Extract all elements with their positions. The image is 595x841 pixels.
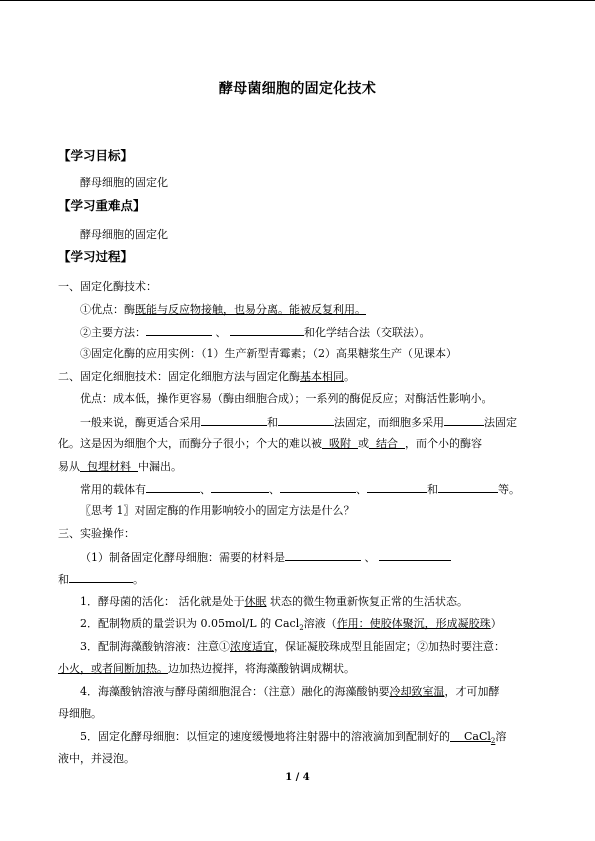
blank-field [201,414,267,426]
step-4-cont: 母细胞。 [58,707,102,720]
blank-field [69,571,133,583]
prep-line-cont: 和 。 [58,573,144,586]
process-heading: 【学习过程】 [58,249,134,264]
blank-field [230,324,304,336]
advantage-line: ①优点：酶既能与反应物接触，也易分离。能被反复利用。 [80,303,366,316]
cell-advantage-line: 优点：成本低，操作更容易（酶由细胞合成）；一系列的酶促反应；对酶活性影响小。 [80,392,493,405]
step-1: 1．酵母菌的活化： 活化就是处于休眠 状态的微生物重新恢复正常的生活状态。 [80,595,468,608]
key-text: 酵母细胞的固定化 [80,228,168,241]
step-3: 3．配制海藻酸钠溶液：注意①浓度适宜，保证凝胶珠成型且能固定；②加热时要注意： [80,640,505,653]
step-4: 4．海藻酸钠溶液与酵母菌细胞混合：（注意）融化的海藻酸钠要冷却致室温，才可加酵 [80,685,500,698]
page-title: 酵母菌细胞的固定化技术 [218,81,377,97]
section-3-heading: 三、实验操作： [58,527,135,540]
step-2: 2．配制物质的量尝识为 0.05mol/L 的 Cacl$_2$溶液（作用：使胶体聚沉，形成凝胶珠） [80,617,502,633]
blank-field [146,481,200,493]
blank-field [211,481,269,493]
goal-text: 酵母细胞的固定化 [80,176,168,189]
methods-line: ②主要方法： 、 和化学结合法（交联法）。 [80,326,431,339]
carrier-line: 常用的载体有 、 、 、 和 等。 [80,483,520,496]
page-number: 1 / 4 [285,772,310,783]
prep-line: （1）制备固定化酵母细胞：需要的材料是 、 [80,549,451,566]
blank-field [280,481,356,493]
paragraph-line-1: 一般来说，酶更适合采用 和 法固定，而细胞多采用 法固定 [80,416,517,429]
step-3-cont: 小火，或者间断加热。边加热边搅拌，将海藻酸钠调成糊状。 [58,662,355,675]
step-5: 5．固定化酵母细胞：以恒定的速度缓慢地将注射器中的溶液滴加到配制好的 CaCl$_2$溶 [80,730,507,746]
blank-field [278,414,334,426]
blank-field [367,481,427,493]
key-heading: 【学习重难点】 [58,198,146,213]
goal-heading: 【学习目标】 [58,148,134,163]
blank-field [146,324,212,336]
section-2-heading: 二、固定化细胞技术：固定化细胞方法与固定化酶基本相同。 [58,370,355,383]
blank-field [379,549,451,561]
step-5-cont: 液中，并浸泡。 [58,752,135,765]
blank-field [444,414,484,426]
paragraph-line-3: 易从 包埋材料 中漏出。 [58,460,182,473]
blank-field [285,549,361,561]
paragraph-line-2: 化。这是因为细胞个大，而酶分子很小；个大的难以被 吸附 或 结合 ，而个小的酶容 [58,437,482,450]
think-question: 〖思考 1〗对固定酶的作用影响较小的固定方法是什么？ [80,504,355,517]
top-border [0,0,595,1]
application-line: ③固定化酶的应用实例：（1）生产新型青霉素；（2）高果糖浆生产（见课本） [80,347,457,360]
blank-field [438,481,498,493]
section-1-heading: 一、固定化酶技术： [58,280,157,293]
